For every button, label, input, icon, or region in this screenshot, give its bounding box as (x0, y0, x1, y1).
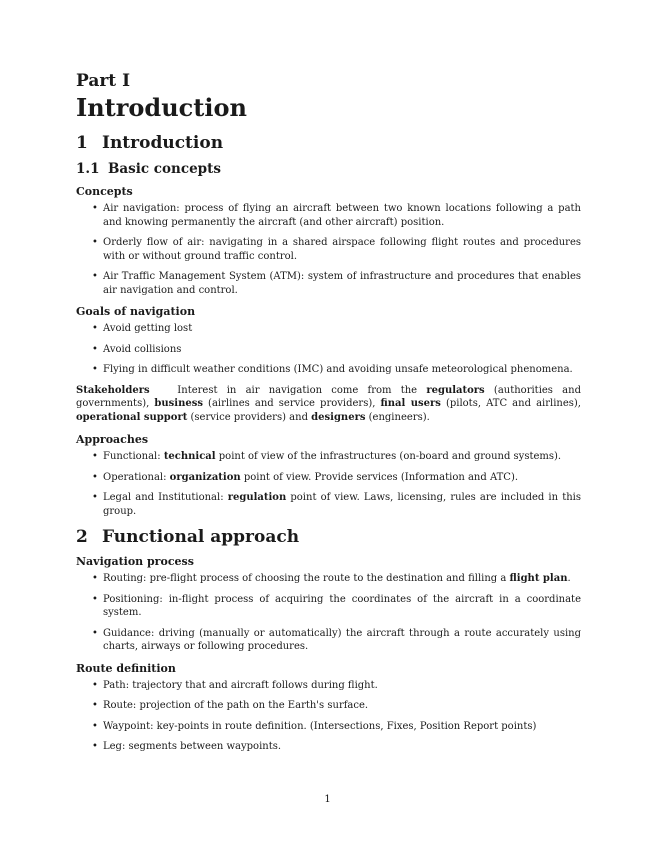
text-run: (pilots, ATC and airlines), (440, 398, 581, 409)
text-run: Legal and Institutional: (103, 492, 228, 503)
list-item: • Route: projection of the path on the Earth's surface. (76, 699, 581, 713)
section-1-heading (76, 132, 581, 154)
text-run: . (567, 573, 571, 584)
page-content (76, 70, 581, 761)
bold-term: regulators (426, 384, 485, 396)
list-item (76, 491, 581, 518)
bold-term: regulation (227, 492, 287, 503)
approaches-heading: Approaches (76, 433, 149, 446)
navigation-process-heading: Navigation process (76, 555, 194, 568)
bold-term: business (154, 398, 203, 409)
bold-term: organization (169, 471, 241, 483)
subsection-number: 1.1 (76, 161, 100, 177)
list-item: • Guidance: driving (manually or automatically) the aircraft through a route accurately using charts, airways or following procedures. (76, 627, 581, 654)
subsection-1-1-heading (76, 160, 581, 178)
bold-term: operational support (76, 411, 188, 423)
list-item (76, 471, 581, 485)
list-item: • Avoid collisions (76, 343, 581, 357)
route-definition-list (76, 679, 581, 754)
text-run: Operational: (103, 471, 170, 483)
text-run: (authorities and governments), (76, 384, 581, 409)
approaches-list (76, 450, 581, 518)
stakeholders-paragraph (76, 384, 581, 425)
list-item: • Path: trajectory that and aircraft follows during flight. (76, 679, 581, 693)
concepts-list (76, 202, 581, 297)
list-item: • Leg: segments between waypoints. (76, 740, 581, 754)
part-label: Part I (76, 71, 131, 91)
list-item: • Air Traffic Management System (ATM): system of infrastructure and procedures that enables air navigation and control. (76, 270, 581, 297)
concepts-heading: Concepts (76, 185, 133, 198)
text-run: (engineers). (365, 411, 430, 423)
section-number: 2 (76, 527, 88, 547)
bold-term: designers (311, 411, 366, 423)
list-item: • Orderly flow of air: navigating in a shared airspace following flight routes and procedures with or without ground traffic control. (76, 236, 581, 263)
goals-heading: Goals of navigation (76, 305, 196, 318)
route-definition-heading: Route definition (76, 661, 176, 675)
list-item: • Positioning: in-flight process of acquiring the coordinates of the aircraft in a coordinate system. (76, 593, 581, 620)
list-item: • Flying in difficult weather conditions (IMC) and avoiding unsafe meteorological phenomena. (76, 363, 581, 377)
text-run: point of view of the infrastructures (on-board and ground systems). (215, 451, 562, 462)
section-number: 1 (76, 133, 88, 153)
bold-term: final users (380, 398, 441, 409)
list-item: • Avoid getting lost (76, 322, 581, 336)
text-run: (airlines and service providers), (202, 398, 381, 409)
list-item (76, 572, 581, 586)
text-run: point of view. Laws, licensing, rules are included in this group. (103, 492, 581, 517)
text-run: Interest in air navigation come from the (177, 384, 427, 396)
list-item: • Waypoint: key-points in route definition. (Intersections, Fixes, Position Report points) (76, 720, 581, 734)
paragraph-lead: Stakeholders (76, 384, 150, 396)
text-run: (service providers) and (187, 411, 312, 423)
page-number: 1 (324, 794, 331, 805)
bold-term: flight plan (509, 573, 568, 584)
part-title: Introduction (76, 93, 247, 122)
navigation-process-list (76, 572, 581, 654)
bold-term: technical (163, 451, 216, 462)
text-run: Functional: (103, 451, 164, 462)
subsection-title: Basic concepts (108, 161, 221, 177)
text-run: Routing: pre-flight process of choosing the route to the destination and filling a (103, 573, 510, 584)
list-item: • Air navigation: process of flying an aircraft between two known locations following a path and knowing permanently the aircraft (and other aircraft) position. (76, 202, 581, 229)
section-title: Introduction (102, 133, 224, 153)
section-2-heading (76, 526, 581, 548)
section-title: Functional approach (102, 527, 300, 547)
goals-list (76, 322, 581, 377)
list-item (76, 450, 581, 464)
text-run: point of view. Provide services (Information and ATC). (240, 471, 519, 483)
